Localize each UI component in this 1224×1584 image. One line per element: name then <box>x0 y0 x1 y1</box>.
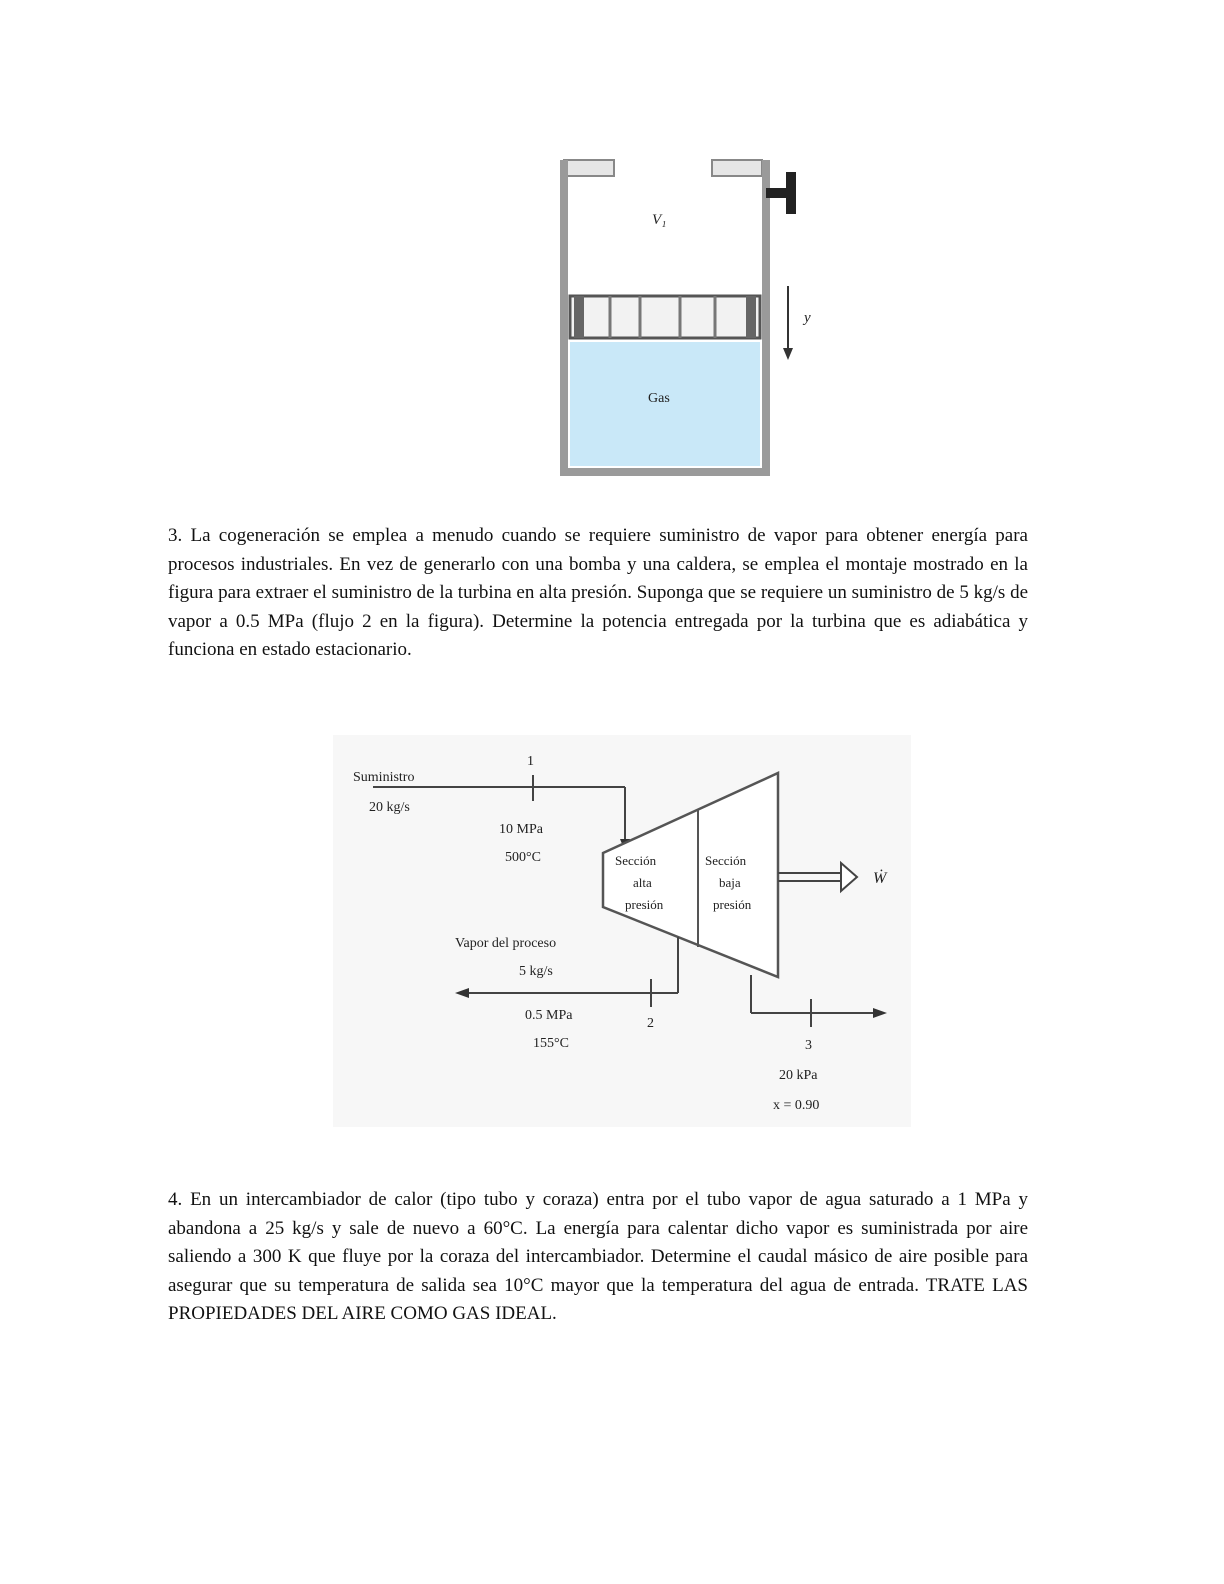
lp-section-3: presión <box>713 897 752 912</box>
process-label-2: 5 kg/s <box>519 964 553 979</box>
piston <box>570 296 760 338</box>
valve-handle <box>786 172 796 214</box>
problem-3-text: 3. La cogeneración se emplea a menudo cuando se requiere suministro de vapor para obtener energía para procesos industriales. En vez de generarlo con una bomba y una caldera, se emplea el montaje mostrado en la figura para extraer el suministro de la turbina en alta presión. Suponga que se requiere un suministro de 5 kg/s de vapor a 0.5 MPa (flujo 2 en la figura). Determine la potencia entregada por la turbina que es adiabática y funciona en estado estacionario. <box>168 525 1028 660</box>
state-3-pressure: 20 kPa <box>779 1068 818 1083</box>
hp-section-2: alta <box>633 875 652 890</box>
hp-section-3: presión <box>625 897 664 912</box>
inlet-label-1: Suministro <box>353 770 415 785</box>
state-2-label: 2 <box>647 1016 654 1031</box>
inlet-label-2: 20 kg/s <box>369 800 410 815</box>
state-1-pressure: 10 MPa <box>499 822 543 837</box>
state-2-temperature: 155°C <box>533 1036 569 1051</box>
label-displacement: y <box>804 310 811 326</box>
state-3-quality: x = 0.90 <box>773 1098 820 1113</box>
state-3-label: 3 <box>805 1038 812 1053</box>
work-label: Ẇ <box>873 870 887 887</box>
label-gas: Gas <box>648 391 670 406</box>
lp-section-2: baja <box>719 875 741 890</box>
state-1-label: 1 <box>527 754 534 769</box>
process-label-1: Vapor del proceso <box>455 936 557 951</box>
state-1-temperature: 500°C <box>505 850 541 865</box>
left-stop <box>564 160 614 176</box>
lp-section-1: Sección <box>705 853 747 868</box>
right-stop <box>712 160 762 176</box>
hp-section-1: Sección <box>615 853 657 868</box>
turbine-figure <box>333 735 911 1127</box>
piston-cylinder-figure <box>540 150 840 485</box>
displacement-arrow <box>783 286 793 360</box>
state-2-pressure: 0.5 MPa <box>525 1008 573 1023</box>
label-upper-volume: V₁ <box>652 212 667 228</box>
problem-4-text: 4. En un intercambiador de calor (tipo tubo y coraza) entra por el tubo vapor de agua saturado a 1 MPa y abandona a 25 kg/s y sale de nuevo a 60°C. La energía para calentar dicho vapor es suministrada por aire saliendo a 300 K que fluye por la coraza del intercambiador. Determine el caudal másico de aire posible para asegurar que su temperatura de salida sea 10°C mayor que la temperatura del agua de entrada. TRATE LAS PROPIEDADES DEL AIRE COMO GAS IDEAL. <box>168 1189 1028 1324</box>
